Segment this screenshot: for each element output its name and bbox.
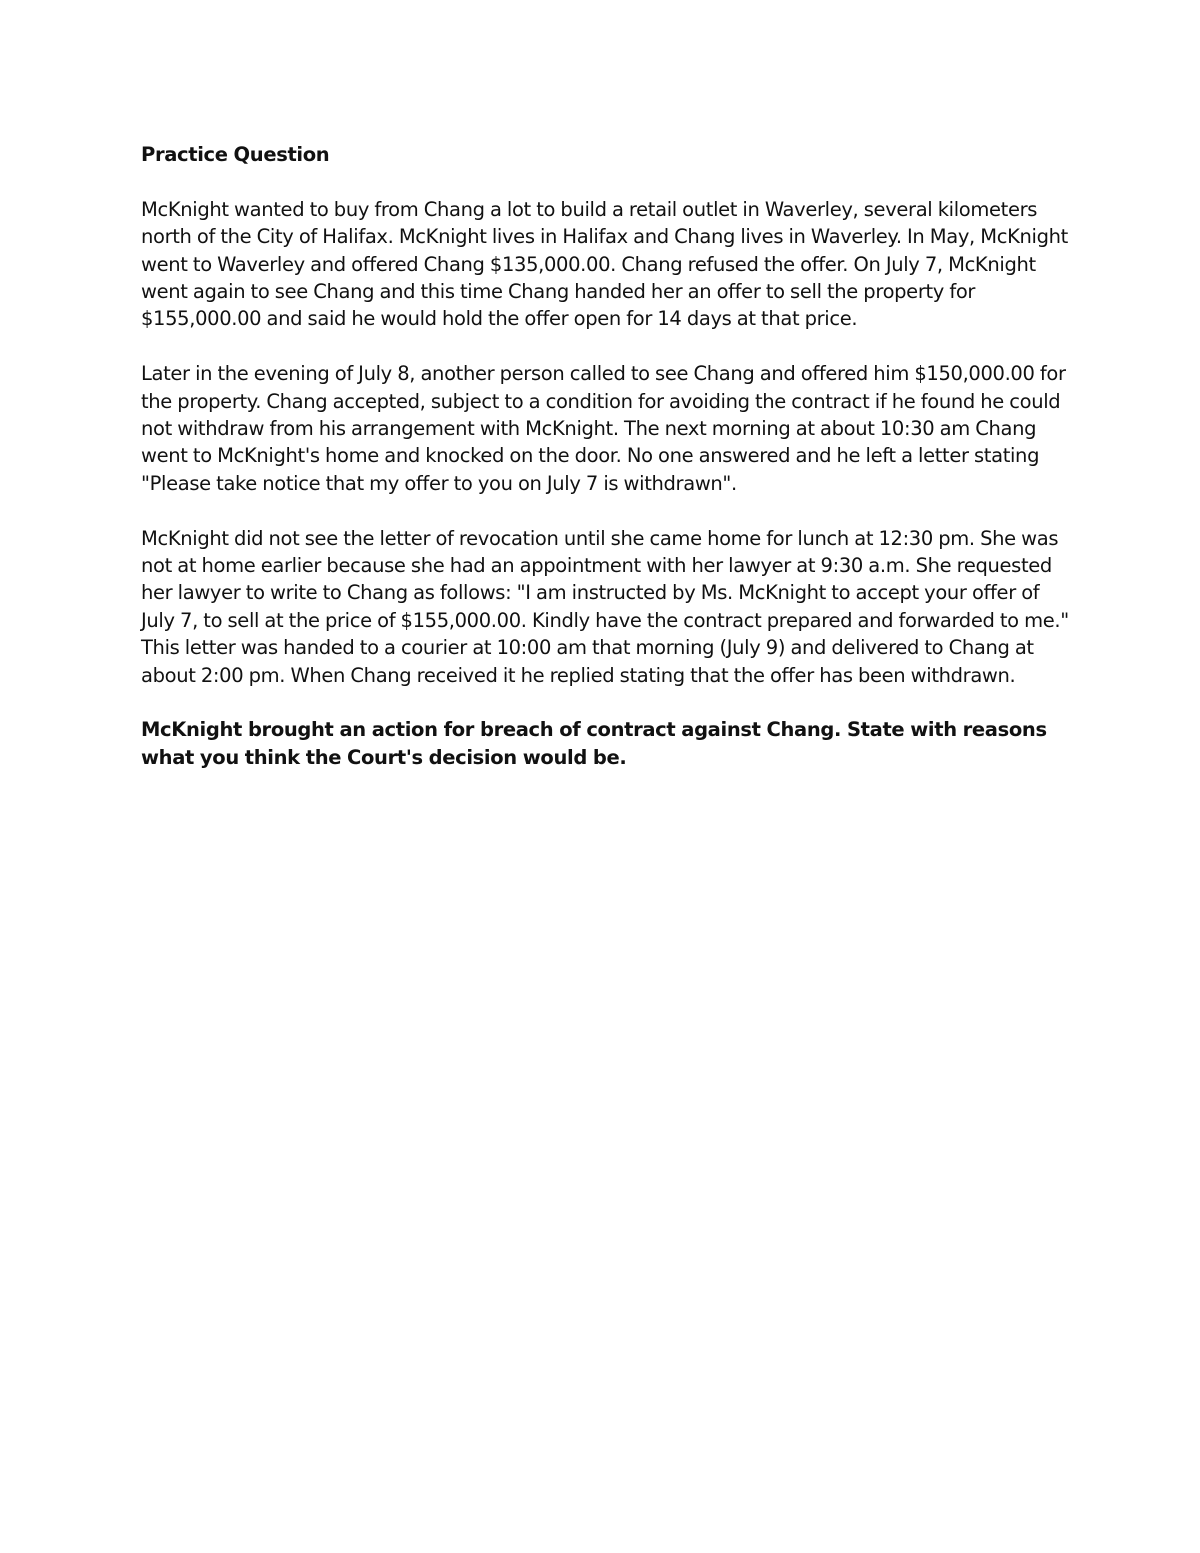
document-body [141,141,1071,771]
question-prompt: McKnight brought an action for breach of contract against Chang. State with reasons what you think the Court's decision would be. [141,718,1047,769]
paragraph-revocation: Later in the evening of July 8, another person called to see Chang and offered him $150,000.00 for the property. Chang accepted, subject to a condition for avoiding the contract if he found he could not withdraw from his arrangement with McKnight. The next morning at about 10:30 am Chang went to McKnight's home and knocked on the door. No one answered and he left a letter stating "Please take notice that my offer to you on July 7 is withdrawn". [141,362,1066,495]
paragraph-acceptance: McKnight did not see the letter of revocation until she came home for lunch at 12:30 pm. She was not at home earlier because she had an appointment with her lawyer at 9:30 a.m. She requested her lawyer to write to Chang as follows: "I am instructed by Ms. McKnight to accept your offer of July 7, to sell at the price of $155,000.00. Kindly have the contract prepared and forwarded to me." This letter was handed to a courier at 10:00 am that morning (July 9) and delivered to Chang at about 2:00 pm. When Chang received it he replied stating that the offer has been withdrawn. [141,526,1069,687]
paragraph-offer-history: McKnight wanted to buy from Chang a lot to build a retail outlet in Waverley, several kilometers north of the City of Halifax. McKnight lives in Halifax and Chang lives in Waverley. In May, McKnight went to Waverley and offered Chang $135,000.00. Chang refused the offer. On July 7, McKnight went again to see Chang and this time Chang handed her an offer to sell the property for $155,000.00 and said he would hold the offer open for 14 days at that price. [141,197,1068,331]
document-heading: Practice Question [141,143,330,166]
